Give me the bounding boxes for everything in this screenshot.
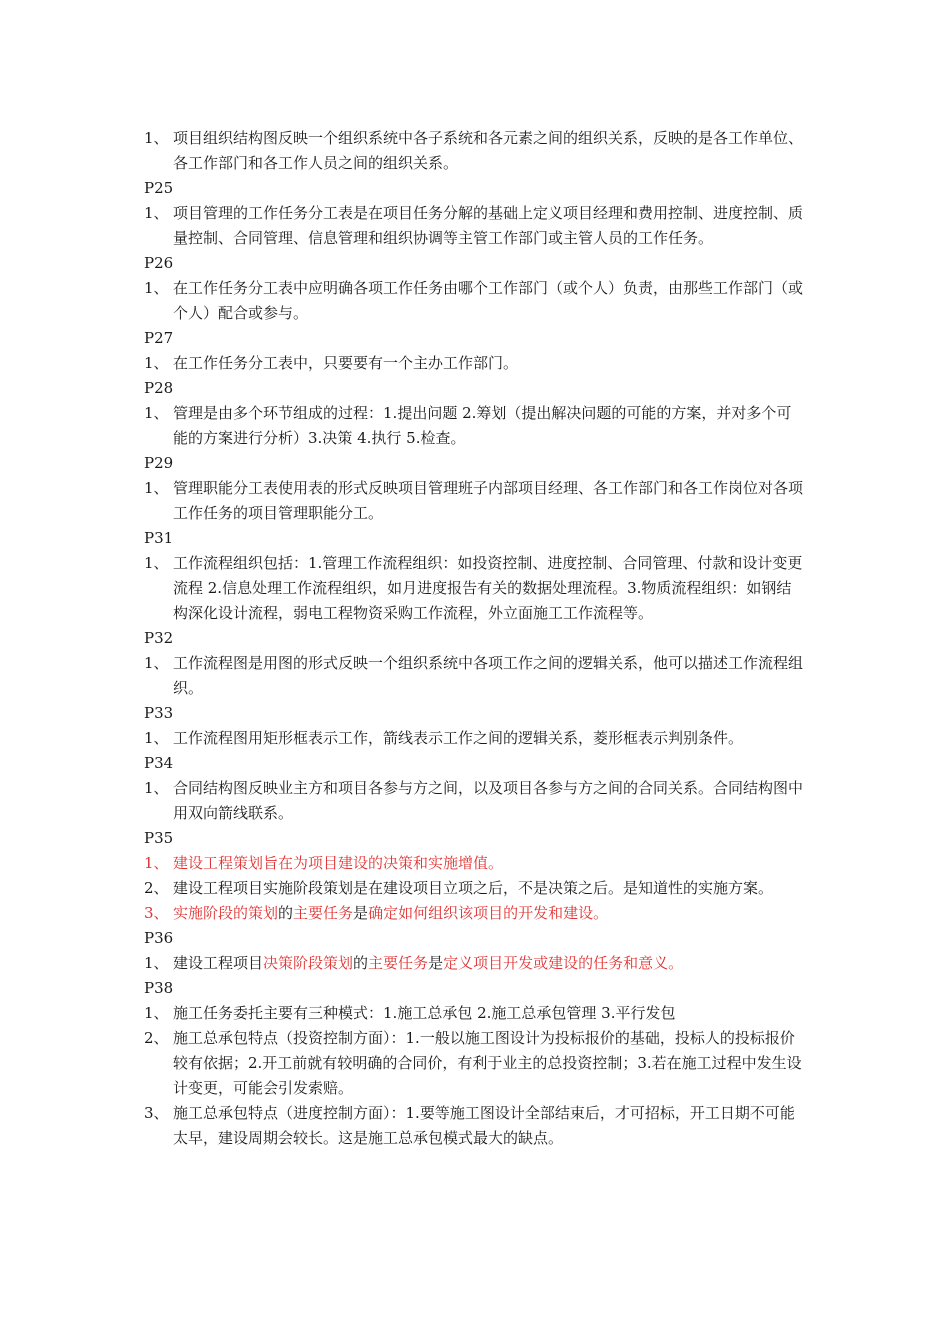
item-text: 工作流程图是用图的形式反映一个组织系统中各项工作之间的逻辑关系，他可以描述工作流程组织。 [173, 654, 804, 697]
list-item [144, 276, 806, 326]
page-reference-heading: P33 [144, 704, 174, 722]
page-reference-heading: P29 [144, 454, 174, 472]
item-text: 合同结构图反映业主方和项目各参与方之间，以及项目各参与方之间的合同关系。合同结构图中用双向箭线联系。 [173, 779, 804, 822]
highlight-text: 确定如何组织该项目的开发和建设。 [368, 904, 609, 922]
item-text [173, 951, 806, 976]
list-item [144, 551, 806, 626]
item-number: 1、 [144, 404, 169, 422]
list-item [144, 1101, 806, 1151]
page-reference-heading: P31 [144, 529, 174, 547]
item-number: 1、 [144, 1004, 169, 1022]
item-number: 1、 [144, 479, 169, 497]
page-reference-heading: P34 [144, 754, 174, 772]
plain-text: 的 [353, 954, 369, 972]
item-text: 施工总承包特点（进度控制方面）：1.要等施工图设计全部结束后，才可招标，开工日期不可能太早，建设周期会较长。这是施工总承包模式最大的缺点。 [173, 1104, 795, 1147]
plain-text: 是 [353, 904, 369, 922]
item-number: 1、 [144, 854, 169, 872]
item-number: 2、 [144, 1029, 169, 1047]
item-number: 1、 [144, 204, 169, 222]
page-reference-heading: P35 [144, 829, 174, 847]
page-reference-heading: P25 [144, 179, 174, 197]
page-reference-heading: P26 [144, 254, 174, 272]
item-text: 工作流程图用矩形框表示工作，箭线表示工作之间的逻辑关系，菱形框表示判别条件。 [173, 729, 744, 747]
page-reference-heading: P27 [144, 329, 174, 347]
list-item [144, 351, 806, 376]
list-item [144, 1026, 806, 1101]
item-text: 在工作任务分工表中，只要要有一个主办工作部门。 [173, 354, 519, 372]
item-number: 1、 [144, 954, 169, 972]
list-item [144, 776, 806, 826]
list-item [144, 726, 806, 751]
document-page [0, 126, 950, 1151]
plain-text: 的 [278, 904, 294, 922]
item-number: 1、 [144, 129, 169, 147]
page-reference-heading: P38 [144, 979, 174, 997]
item-text: 管理职能分工表使用表的形式反映项目管理班子内部项目经理、各工作部门和各工作岗位对各项工作任务的项目管理职能分工。 [173, 479, 804, 522]
list-item [144, 651, 806, 701]
item-number: 2、 [144, 879, 169, 897]
item-number: 1、 [144, 654, 169, 672]
list-item [144, 951, 806, 976]
item-number: 1、 [144, 554, 169, 572]
item-number: 3、 [144, 1104, 169, 1122]
list-item [144, 876, 806, 901]
item-text: 建设工程项目实施阶段策划是在建设项目立项之后，不是决策之后。是知道性的实施方案。 [173, 879, 774, 897]
page-reference-heading: P36 [144, 929, 174, 947]
item-number: 1、 [144, 729, 169, 747]
item-number: 3、 [144, 904, 169, 922]
list-item [144, 476, 806, 526]
list-item [144, 901, 806, 926]
item-text: 项目管理的工作任务分工表是在项目任务分解的基础上定义项目经理和费用控制、进度控制、质量控制、合同管理、信息管理和组织协调等主管工作部门或主管人员的工作任务。 [173, 204, 804, 247]
item-number: 1、 [144, 779, 169, 797]
item-text [173, 901, 806, 926]
item-number: 1、 [144, 354, 169, 372]
list-item [144, 201, 806, 251]
list-item [144, 1001, 806, 1026]
item-text: 工作流程组织包括：1.管理工作流程组织：如投资控制、进度控制、合同管理、付款和设计变更流程 2.信息处理工作流程组织，如月进度报告有关的数据处理流程。3.物质流程组织：如钢结构深化设计流程，弱电工程物资采购工作流程，外立面施工工作流程等。 [173, 554, 803, 622]
page-reference-heading: P28 [144, 379, 174, 397]
highlight-text: 定义项目开发或建设的任务和意义。 [443, 954, 684, 972]
item-number: 1、 [144, 279, 169, 297]
highlighted-list-item [144, 851, 806, 876]
item-text: 项目组织结构图反映一个组织系统中各子系统和各元素之间的组织关系，反映的是各工作单位、各工作部门和各工作人员之间的组织关系。 [173, 129, 804, 172]
page-reference-heading: P32 [144, 629, 174, 647]
list-item [144, 126, 806, 176]
plain-text: 建设工程项目 [173, 954, 264, 972]
highlight-text: 决策阶段策划 [263, 954, 354, 972]
plain-text: 是 [428, 954, 444, 972]
item-text: 建设工程策划旨在为项目建设的决策和实施增值。 [173, 854, 504, 872]
item-text: 施工任务委托主要有三种模式：1.施工总承包 2.施工总承包管理 3.平行发包 [173, 1004, 676, 1022]
list-item [144, 401, 806, 451]
item-text: 在工作任务分工表中应明确各项工作任务由哪个工作部门（或个人）负责，由那些工作部门（或个人）配合或参与。 [173, 279, 804, 322]
highlight-text: 主要任务 [368, 954, 429, 972]
item-text: 施工总承包特点（投资控制方面）：1.一般以施工图设计为投标报价的基础，投标人的投标报价较有依据；2.开工前就有较明确的合同价，有利于业主的总投资控制；3.若在施工过程中发生设计变更，可能会引发索赔。 [173, 1029, 802, 1097]
highlight-text: 实施阶段的策划 [173, 904, 279, 922]
item-text: 管理是由多个环节组成的过程：1.提出问题 2.筹划（提出解决问题的可能的方案，并对多个可能的方案进行分析）3.决策 4.执行 5.检查。 [173, 404, 792, 447]
highlight-text: 主要任务 [293, 904, 354, 922]
